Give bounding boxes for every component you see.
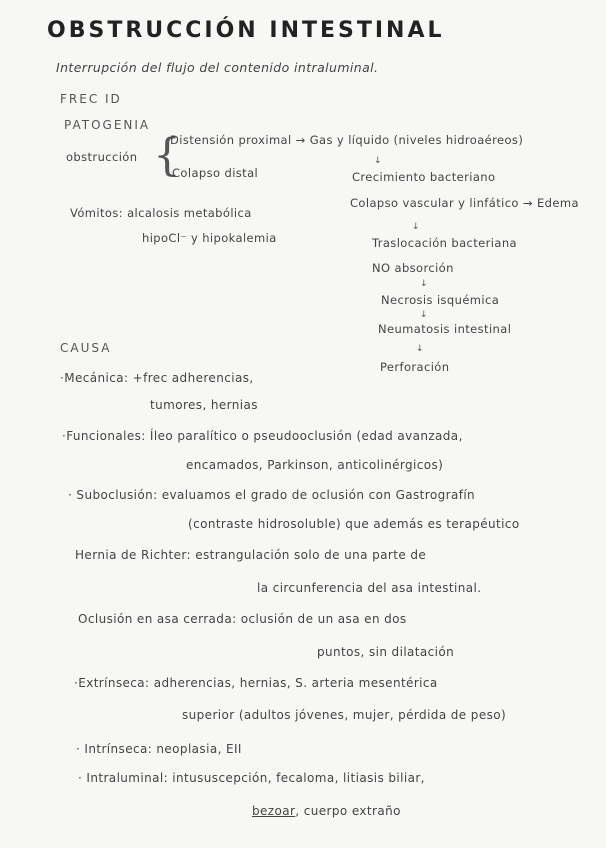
chain-item: Neumatosis intestinal: [378, 322, 512, 336]
richter-text: Hernia de Richter: estrangulación solo de una parte de: [75, 548, 427, 562]
chain-item: Traslocación bacteriana: [372, 236, 517, 250]
obstruction-label: obstrucción: [66, 150, 138, 164]
mecanica-text: ·Mecánica: +frec adherencias,: [60, 371, 254, 385]
oclusion-text-2: puntos, sin dilatación: [317, 645, 455, 659]
brace-icon: {: [153, 130, 181, 181]
chain-item: Crecimiento bacteriano: [352, 170, 496, 184]
intrinseca-text: · Intrínseca: neoplasia, EII: [76, 742, 242, 756]
suboclusion-text: · Suboclusión: evaluamos el grado de oclusión con Gastrografín: [68, 488, 476, 502]
richter-text-2: la circunferencia del asa intestinal.: [257, 581, 482, 595]
definition-text: Interrupción del flujo del contenido intraluminal.: [56, 60, 379, 75]
intraluminal-rest-text: , cuerpo extraño: [295, 804, 401, 818]
oclusion-text: Oclusión en asa cerrada: oclusión de un asa en dos: [78, 612, 407, 626]
chain-item: Colapso vascular y linfático → Edema: [350, 196, 579, 210]
patogenia-heading: PATOGENIA: [64, 118, 151, 132]
bezoar-text: bezoar: [252, 804, 296, 818]
extrinseca-text: ·Extrínseca: adherencias, hernias, S. arteria mesentérica: [74, 676, 438, 690]
intraluminal-text-2: [252, 804, 401, 818]
down-arrow-icon: ↓: [412, 222, 420, 232]
down-arrow-icon: ↓: [420, 310, 428, 320]
down-arrow-icon: ↓: [374, 156, 382, 166]
intraluminal-text: · Intraluminal: intususcepción, fecaloma, litiasis biliar,: [78, 771, 425, 785]
mecanica-text-2: tumores, hernias: [150, 398, 258, 412]
chain-item: Necrosis isquémica: [381, 293, 500, 307]
vomitos-text-2: hipoCl⁻ y hipokalemia: [142, 231, 277, 245]
vomitos-text: Vómitos: alcalosis metabólica: [70, 206, 252, 220]
funcionales-text: ·Funcionales: Íleo paralítico o pseudooclusión (edad avanzada,: [62, 429, 463, 443]
proximal-text: Distensión proximal → Gas y líquido (niveles hidroaéreos): [170, 133, 524, 147]
chain-item: NO absorción: [372, 261, 454, 275]
causa-heading: CAUSA: [60, 341, 112, 355]
frec-label: FREC ID: [60, 92, 122, 106]
down-arrow-icon: ↓: [416, 344, 424, 354]
extrinseca-text-2: superior (adultos jóvenes, mujer, pérdida de peso): [182, 708, 507, 722]
down-arrow-icon: ↓: [420, 279, 428, 289]
suboclusion-text-2: (contraste hidrosoluble) que además es terapéutico: [188, 517, 520, 531]
funcionales-text-2: encamados, Parkinson, anticolinérgicos): [186, 458, 444, 472]
chain-item: Perforación: [380, 360, 450, 374]
distal-text: Colapso distal: [172, 166, 259, 180]
page-title: OBSTRUCCIÓN INTESTINAL: [47, 18, 445, 43]
